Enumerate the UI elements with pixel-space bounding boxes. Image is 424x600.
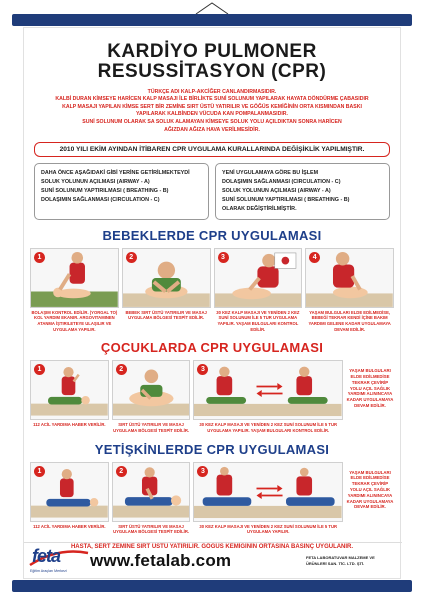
adult-step bbox=[112, 462, 191, 535]
child-side-note: YAŞAM BULGULARI ELDE EDİLMEDİSE TEKRAR ÇEVİRİP YOLU AÇIL SAĞLIK YARDIMI ALININCAYA KADAR UYGULAMAYA DEVAM EDİLİR. bbox=[346, 368, 394, 409]
infant-step bbox=[122, 248, 211, 333]
step-illustration bbox=[193, 360, 343, 420]
step-caption: 30 KEZ KALP MASAJI VE YENİDEN 2 KEZ SUNİ SOLUNUM İLE 5 TUR UYGULAMA YAPILIR. YAŞAM BULGULARI KONTROL EDİLİR. bbox=[199, 422, 338, 433]
step-number: 3 bbox=[197, 466, 208, 477]
step-illustration bbox=[30, 360, 109, 420]
logo-tagline: Eğitim Araçları Merkezi bbox=[30, 568, 67, 573]
old-rule-item: DOLAŞIMIN SAĞLANMASI (CIRCULATION - C) bbox=[41, 196, 160, 203]
child-steps bbox=[30, 360, 394, 433]
step-number: 3 bbox=[218, 252, 229, 263]
infant-step bbox=[30, 248, 119, 333]
company-line: FETA LABORATUVAR MALZEME VE bbox=[306, 554, 375, 560]
step-caption: 112 ACİL YARDIMA HABER VERİLİR. bbox=[33, 523, 106, 529]
poster-title-line2: RESUSSİTASYON (CPR) bbox=[97, 60, 327, 82]
adult-step bbox=[30, 462, 109, 535]
intro-line: AĞIZDAN AĞIZA HAVA VERİLMESİDİR. bbox=[164, 126, 260, 133]
infant-step bbox=[214, 248, 303, 333]
step-number: 2 bbox=[126, 252, 137, 263]
cpr-poster bbox=[23, 27, 401, 579]
child-compression-illustration bbox=[194, 361, 342, 419]
child-section-title: ÇOCUKLARDA CPR UYGULAMASI bbox=[100, 340, 324, 356]
new-rule-item: SUNİ SOLUNUM YAPTIRILMASI ( BREATHING - B) bbox=[222, 196, 350, 203]
new-rule-item: OLARAK DEĞİŞTİRİLMİŞTİR. bbox=[222, 205, 297, 212]
rule-change-banner: 2010 YILI EKİM AYINDAN İTİBAREN CPR UYGULAMA KURALLARINDA DEĞİŞİKLİK YAPILMIŞTIR. bbox=[34, 142, 390, 157]
infant-steps bbox=[30, 248, 394, 333]
feta-logo bbox=[28, 545, 90, 577]
intro-line: KALP MASAJI YAPILAN KİMSE SERT BİR ZEMİNE SIRT ÜSTÜ YATIRILIR VE GÖĞÜS KEMİĞİNİN ORTA KISMINDAN BASKI bbox=[62, 103, 362, 110]
adult-step bbox=[193, 462, 343, 535]
step-illustration bbox=[305, 248, 394, 308]
step-illustration bbox=[193, 462, 343, 522]
website-url: www.fetalab.com bbox=[90, 550, 232, 570]
intro-line: TÜRKÇE ADI KALP-AKCİĞER CANLANDIRMASIDIR. bbox=[147, 88, 277, 95]
child-step bbox=[112, 360, 191, 433]
old-rule-item: SUNİ SOLUNUM YAPTIRILMASI ( BREATHING - B) bbox=[41, 187, 169, 194]
adult-side-note: YAŞAM BULGULARI ELDE EDİLMEDİSE TEKRAR ÇEVİRİP YOLU AÇIL SAĞLIK YARDIMI ALININCAYA KADAR UYGULAMAYA DEVAM EDİLİR. bbox=[346, 469, 394, 510]
poster-title-line1: KARDİYO PULMONER bbox=[107, 41, 317, 62]
step-number: 1 bbox=[34, 466, 45, 477]
bottom-instruction: HASTA, SERT ZEMİNE SIRT ÜSTÜ YATIRILIR. GÖĞÜS KEMİĞİNİN ORTASINA BASINÇ UYGULANIR. bbox=[70, 543, 354, 550]
new-rules-head: YENİ UYGULAMAYA GÖRE BU İŞLEM bbox=[222, 170, 319, 177]
step-caption: SIRT ÜSTÜ YATIRILIR VE MASAJ UYGULAMA BÖLGESİ TESPİT EDİLİR. bbox=[113, 523, 190, 535]
adult-section-title: YETİŞKİNLERDE CPR UYGULAMASI bbox=[94, 441, 330, 457]
adult-compression-illustration bbox=[194, 463, 342, 521]
step-caption: 30 KEZ KALP MASAJI VE YENİDEN 2 KEZ SUNİ SOLUNUM İLE 5 TUR UYGULAMA YAPILIR. bbox=[199, 523, 338, 535]
step-number: 4 bbox=[309, 252, 320, 263]
infant-step bbox=[305, 248, 394, 333]
infant-section-title: BEBEKLERDE CPR UYGULAMASI bbox=[102, 227, 322, 243]
intro-line: YAPILARAK KALBİNDEN VÜCUDA KAN POMPALANMASIDIR. bbox=[136, 111, 288, 118]
step-illustration bbox=[214, 248, 303, 308]
step-caption: BOLAŞIM KONTROL EDİLİR. (YORGAL TO) KOL YARDIM EKANIR. ARGOVITAMINEN ATANMA İŞTIRILETEYE ULAŞILIR VE UYGULAMA YAPILIR. bbox=[31, 309, 118, 332]
new-rule-item: SOLUK YOLUNUN AÇILMASI (AIRWAY - A) bbox=[222, 187, 331, 194]
old-rules-box bbox=[34, 163, 209, 220]
child-step bbox=[30, 360, 109, 433]
step-illustration bbox=[112, 360, 191, 420]
step-caption: 30 KEZ KALP MASAJI VE YENİDEN 2 KEZ SUNİ SOLUNUM İLE 5 TUR UYGULAMA YAPILIR. YAŞAM BULGULARI KONTROL EDİLİR. bbox=[216, 309, 300, 332]
step-number: 1 bbox=[34, 252, 45, 263]
rules-comparison bbox=[34, 163, 390, 220]
bottom-rail bbox=[12, 580, 412, 592]
new-rules-box bbox=[215, 163, 390, 220]
adult-steps bbox=[30, 462, 394, 535]
step-caption: BEBEK SIRT ÜSTÜ YATIRILIR VE MASAJ UYGULAMA BÖLGESİ TESPİT EDİLİR. bbox=[125, 309, 207, 321]
step-illustration bbox=[30, 462, 109, 522]
step-illustration bbox=[122, 248, 211, 308]
company-line: ÜRÜNLERİ SAN. TİC. LTD. ŞTİ. bbox=[306, 560, 365, 566]
old-rules-head: DAHA ÖNCE AŞAĞIDAKİ GİBİ YERİNE GETİRİLMEKTEYDİ bbox=[41, 170, 190, 177]
new-rule-item: DOLAŞIMIN SAĞLANMASI (CIRCULATION - C) bbox=[222, 178, 341, 185]
intro-line: KALBİ DURAN KİMSEYE HARİCEN KALP MASAJI İLE BİRLİKTE SUNİ SOLUNUM YAPILARAK HAYATA DÖNDÜRME ÇABASIDIR bbox=[55, 96, 369, 103]
poster-footer bbox=[24, 542, 402, 578]
step-caption: YAŞAM BULGULARI ELDE EDİLMEDİSE, BEBEĞİ TEKRAR KENDİ İÇİNE BAKIM YARDIMI GELENE KADAR UYGULAMAYA DEVAM EDİLİR. bbox=[308, 309, 391, 332]
intro-text bbox=[34, 89, 390, 134]
top-rail bbox=[12, 14, 412, 26]
logo-word: feta bbox=[32, 545, 61, 566]
step-number: 2 bbox=[116, 364, 127, 375]
step-caption: 112 ACİL YARDIMA HABER VERİLİR. bbox=[33, 422, 106, 428]
company-info bbox=[306, 555, 402, 566]
step-number: 2 bbox=[116, 466, 127, 477]
step-number: 1 bbox=[34, 364, 45, 375]
old-rule-item: SOLUK YOLUNUN AÇILMASI (AIRWAY - A) bbox=[41, 178, 150, 185]
intro-line: SUNİ SOLUNUM OLARAK SA SOLUK ALAMAYAN KİMSEYE SOLUK YOLU AÇILDIKTAN SONRA HARİCEN bbox=[82, 119, 342, 125]
step-illustration bbox=[112, 462, 191, 522]
step-illustration bbox=[30, 248, 119, 308]
step-caption: SIRT ÜSTÜ YATIRILIR VE MASAJ UYGULAMA BÖLGESİ TESPİT EDİLİR. bbox=[113, 422, 190, 433]
step-number: 3 bbox=[197, 364, 208, 375]
child-step bbox=[193, 360, 343, 433]
